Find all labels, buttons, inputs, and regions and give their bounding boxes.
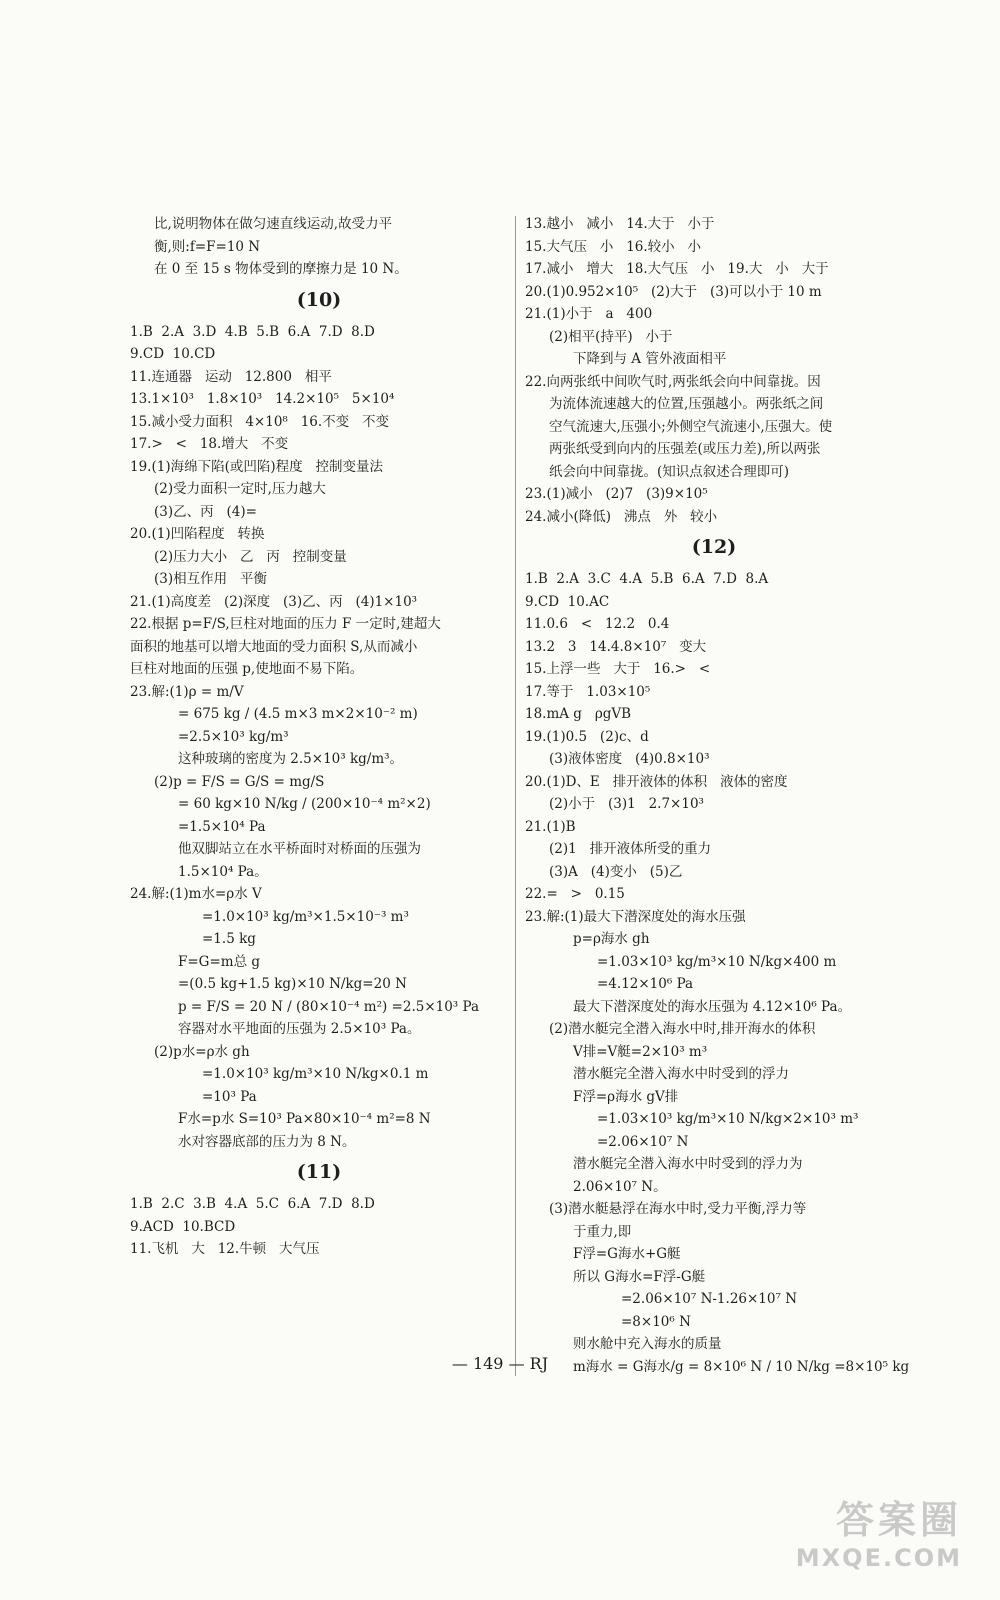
- answer-line: =4.12×10⁶ Pa: [597, 976, 694, 992]
- answer-line: 1.5×10⁴ Pa。: [178, 863, 268, 880]
- answer-line: 20.(1)D、E 排开液体的体积 液体的密度: [525, 773, 788, 790]
- answer-line: 衡,则:f=F=10 N: [154, 238, 261, 255]
- answer-line: 17.减小 增大 18.大气压 小 19.大 小 大于: [525, 261, 829, 277]
- answer-line: 比,说明物体在做匀速直线运动,故受力平: [154, 216, 393, 232]
- answer-line: =1.5×10⁴ Pa: [178, 818, 266, 835]
- answer-line: 在 0 至 15 s 物体受到的摩擦力是 10 N。: [154, 261, 408, 277]
- answer-line: F=G=m总 g: [178, 953, 261, 970]
- answer-line: 1.B 2.A 3.D 4.B 5.B 6.A 7.D 8.D: [130, 323, 375, 340]
- answer-line: p=ρ海水 gh: [573, 931, 650, 947]
- answer-line: F浮=ρ海水 gV排: [573, 1088, 679, 1105]
- answer-line: (2)p = F/S = G/S = mg/S: [154, 773, 325, 790]
- answer-line: 22.= > 0.15: [525, 886, 625, 902]
- answer-line: m海水 = G海水/g = 8×10⁶ N / 10 N/kg =8×10⁵ kg: [573, 1358, 910, 1375]
- answer-line: 15.大气压 小 16.较小 小: [525, 238, 702, 255]
- answer-line: 9.CD 10.AC: [525, 593, 610, 610]
- answer-line: 为流体流速越大的位置,压强越小。两张纸之间: [549, 396, 824, 412]
- answer-line: 22.向两张纸中间吹气时,两张纸会向中间靠拢。因: [525, 373, 821, 390]
- answer-line: (2)相平(持平) 小于: [549, 328, 673, 345]
- answer-line: 18.mA g ρgVB: [525, 706, 632, 722]
- answer-line: =2.06×10⁷ N-1.26×10⁷ N: [621, 1291, 798, 1307]
- watermark-text: 答案圈: [835, 1498, 962, 1542]
- answer-line: 1.B 2.C 3.B 4.A 5.C 6.A 7.D 8.D: [130, 1196, 375, 1212]
- answer-line: 于重力,即: [573, 1223, 632, 1240]
- answer-line: 17.等于 1.03×10⁵: [525, 683, 651, 700]
- answer-line: (2)p水=ρ水 gh: [154, 1043, 250, 1060]
- answer-line: 11.0.6 < 12.2 0.4: [525, 616, 670, 632]
- answer-line: =1.0×10³ kg/m³×10 N/kg×0.1 m: [202, 1066, 429, 1082]
- left-column: [130, 213, 508, 1261]
- answer-line: 20.(1)凹陷程度 转换: [130, 526, 265, 542]
- answer-line: =1.5 kg: [202, 931, 256, 947]
- answer-line: 13.1×10³ 1.8×10³ 14.2×10⁵ 5×10⁴: [130, 391, 395, 407]
- answer-line: 面积的地基可以增大地面的受力面积 S,从而减小: [130, 638, 418, 655]
- answer-line: p = F/S = 20 N / (80×10⁻⁴ m²) =2.5×10³ Pa: [178, 998, 480, 1015]
- answer-line: =1.0×10³ kg/m³×1.5×10⁻³ m³: [202, 908, 409, 925]
- answer-line: 容器对水平地面的压强为 2.5×10³ Pa。: [178, 1021, 421, 1037]
- answer-line: 他双脚站立在水平桥面时对桥面的压强为: [178, 841, 421, 857]
- watermark-logo: [796, 1489, 962, 1572]
- answer-line: (3)相互作用 平衡: [154, 571, 267, 587]
- answer-line: (3)乙、丙 (4)=: [154, 503, 257, 520]
- watermark-url: MXQE.COM: [795, 1544, 962, 1572]
- answer-line: 巨柱对地面的压强 p,使地面不易下陷。: [130, 661, 364, 677]
- answer-line: 则水舱中充入海水的质量: [573, 1336, 722, 1352]
- answer-line: F浮=G海水+G艇: [573, 1246, 681, 1262]
- answer-line: 19.(1)海绵下陷(或凹陷)程度 控制变量法: [130, 458, 383, 475]
- answer-line: 24.解:(1)m水=ρ水 V: [130, 886, 262, 902]
- answer-line: 13.2 3 14.4.8×10⁷ 变大: [525, 638, 707, 655]
- answer-line: 2.06×10⁷ N。: [573, 1178, 667, 1195]
- answer-line: 下降到与 A 管外液面相平: [573, 351, 727, 367]
- answer-line: 13.越小 减小 14.大于 小于: [525, 216, 715, 232]
- answer-line: 这种玻璃的密度为 2.5×10³ kg/m³。: [178, 751, 404, 767]
- section-heading-11: (11): [296, 1161, 342, 1183]
- answer-line: 两张纸受到向内的压强差(或压力差),所以两张: [549, 441, 821, 457]
- answer-line: =10³ Pa: [202, 1088, 257, 1105]
- answer-line: 9.CD 10.CD: [130, 346, 216, 362]
- answer-line: =2.06×10⁷ N: [597, 1133, 689, 1150]
- answer-line: 11.飞机 大 12.牛顿 大气压: [130, 1241, 320, 1257]
- answer-line: 9.ACD 10.BCD: [130, 1218, 236, 1235]
- answer-line: 21.(1)高度差 (2)深度 (3)乙、丙 (4)1×10³: [130, 593, 418, 610]
- answer-line: 15.减小受力面积 4×10⁸ 16.不变 不变: [130, 413, 390, 430]
- answer-line: 24.减小(降低) 沸点 外 较小: [525, 508, 718, 525]
- section-heading-12: (12): [691, 536, 737, 558]
- answer-line: 17.> < 18.增大 不变: [130, 436, 289, 452]
- answer-line: (2)小于 (3)1 2.7×10³: [549, 796, 704, 812]
- answer-line: 水对容器底部的压力为 8 N。: [178, 1133, 356, 1150]
- section-heading-10: (10): [296, 288, 342, 311]
- answer-line: = 60 kg×10 N/kg / (200×10⁻⁴ m²×2): [178, 796, 431, 812]
- answer-line: = 675 kg / (4.5 m×3 m×2×10⁻² m): [178, 706, 418, 722]
- answer-line: (3)液体密度 (4)0.8×10³: [549, 751, 710, 767]
- answer-line: 23.解:(1)最大下潜深度处的海水压强: [525, 908, 746, 925]
- page-footer: — 149 — RJ: [451, 1354, 549, 1373]
- column-divider: [515, 216, 516, 1376]
- answer-line: 23.(1)减小 (2)7 (3)9×10⁵: [525, 486, 708, 502]
- right-column: [525, 213, 910, 1378]
- answer-line: 20.(1)0.952×10⁵ (2)大于 (3)可以小于 10 m: [525, 283, 822, 300]
- answer-line: 潜水艇完全潜入海水中时受到的浮力: [573, 1066, 789, 1082]
- answer-line: 23.解:(1)ρ = m/V: [130, 683, 244, 700]
- answer-line: 潜水艇完全潜入海水中时受到的浮力为: [573, 1156, 803, 1172]
- answer-line: 纸会向中间靠拢。(知识点叙述合理即可): [549, 463, 790, 480]
- answer-line: 11.连通器 运动 12.800 相平: [130, 368, 332, 385]
- answer-line: =1.03×10³ kg/m³×10 N/kg×2×10³ m³: [597, 1111, 859, 1127]
- answer-line: =(0.5 kg+1.5 kg)×10 N/kg=20 N: [178, 976, 407, 992]
- answer-line: (2)潜水艇完全潜入海水中时,排开海水的体积: [549, 1021, 816, 1037]
- answer-line: (3)A (4)变小 (5)乙: [549, 863, 683, 880]
- answer-line: 所以 G海水=F浮-G艇: [573, 1268, 706, 1285]
- answer-line: 最大下潜深度处的海水压强为 4.12×10⁶ Pa。: [573, 998, 852, 1015]
- answer-line: (2)1 排开液体所受的重力: [549, 841, 712, 857]
- answer-line: =8×10⁶ N: [621, 1313, 691, 1330]
- answer-line: (2)受力面积一定时,压力越大: [154, 481, 326, 497]
- answer-line: 22.根据 p=F/S,巨柱对地面的压力 F 一定时,建超大: [130, 616, 441, 632]
- answer-line: (3)潜水艇悬浮在海水中时,受力平衡,浮力等: [549, 1201, 807, 1217]
- answer-line: 15.上浮一些 大于 16.> <: [525, 661, 711, 677]
- answer-line: V排=V艇=2×10³ m³: [573, 1043, 708, 1060]
- answer-line: 1.B 2.A 3.C 4.A 5.B 6.A 7.D 8.A: [525, 571, 769, 587]
- answer-line: =2.5×10³ kg/m³: [178, 728, 289, 745]
- answer-line: 19.(1)0.5 (2)c、d: [525, 728, 649, 745]
- answer-line: 21.(1)小于 a 400: [525, 306, 653, 322]
- answer-line: =1.03×10³ kg/m³×10 N/kg×400 m: [597, 953, 837, 970]
- answer-line: (2)压力大小 乙 丙 控制变量: [154, 548, 347, 565]
- answer-line: F水=p水 S=10³ Pa×80×10⁻⁴ m²=8 N: [178, 1111, 431, 1127]
- answer-line: 空气流速大,压强小;外侧空气流速小,压强大。使: [549, 418, 833, 435]
- answer-line: 21.(1)B: [525, 818, 576, 835]
